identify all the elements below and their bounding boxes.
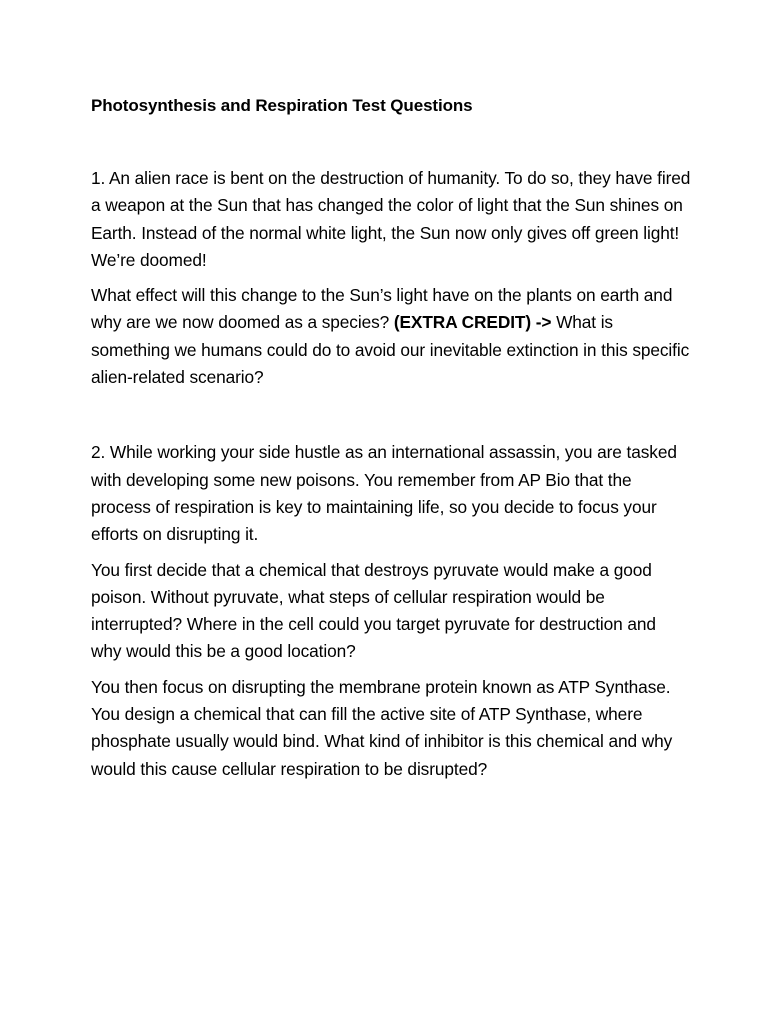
document-title: Photosynthesis and Respiration Test Questions — [91, 96, 473, 115]
question-2-intro: 2. While working your side hustle as an international assassin, you are tasked with developing some new poisons. You remember from AP Bio that the process of respiration is key to maintaining life, so you decide to focus your efforts on disrupting it. — [91, 442, 677, 545]
question-2-part-a: You first decide that a chemical that destroys pyruvate would make a good poison. Without pyruvate, what steps of cellular respiration would be interrupted? Where in the cell could you target pyruvate for destruction and why would this be a good location? — [91, 559, 656, 662]
extra-credit-question: What is something we humans could do to avoid our inevitable extinction in this specific alien-related scenario? — [91, 312, 690, 388]
question-2 — [91, 439, 691, 783]
document-page — [91, 94, 691, 791]
question-1 — [91, 165, 691, 391]
question-1-prompt-text: What effect will this change to the Sun’s light have on the plants on earth and why are we now doomed as a species? — [91, 285, 673, 333]
question-1-intro: 1. An alien race is bent on the destruction of humanity. To do so, they have fired a weapon at the Sun that has changed the color of light that the Sun shines on Earth. Instead of the normal white light, the Sun now only gives off green light! We’re doomed! — [91, 168, 691, 270]
extra-credit-label: (EXTRA CREDIT) -> — [393, 312, 552, 333]
question-1-prompt — [91, 282, 691, 391]
question-2-part-b: You then focus on disrupting the membrane protein known as ATP Synthase. You design a chemical that can fill the active site of ATP Synthase, where phosphate usually would bind. What kind of inhibitor is this chemical and why would this cause cellular respiration to be disrupted? — [91, 676, 673, 779]
